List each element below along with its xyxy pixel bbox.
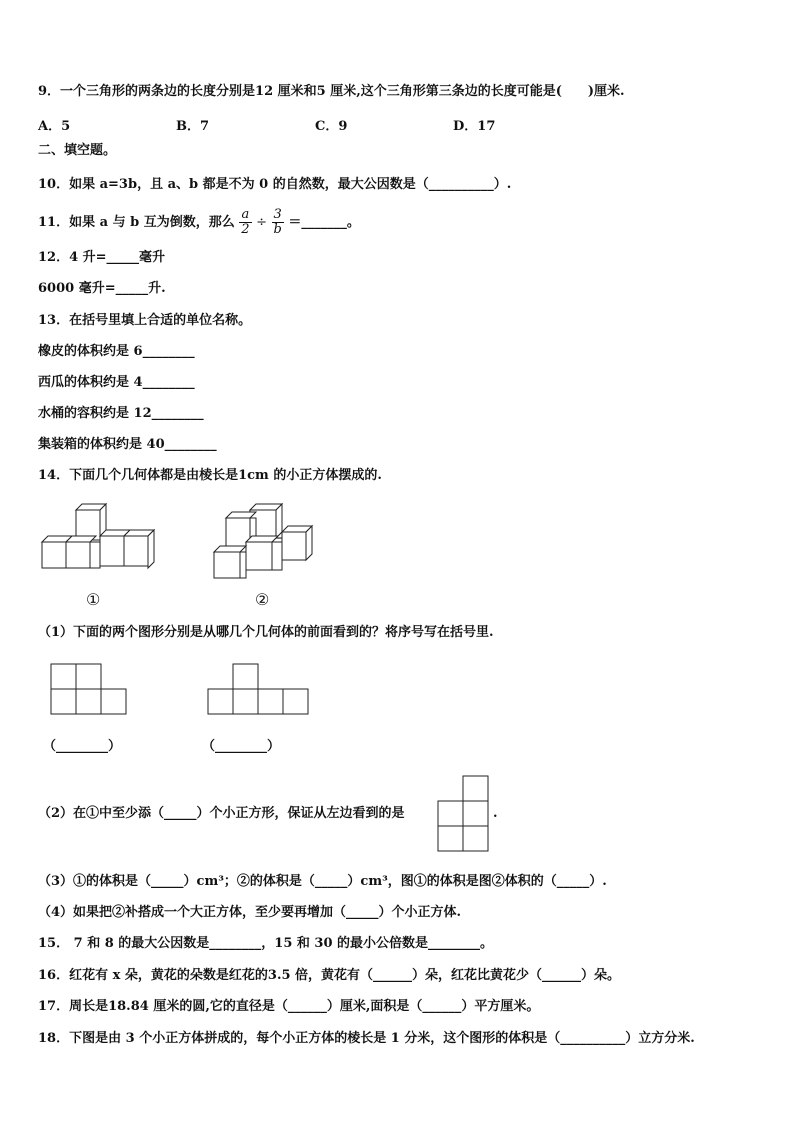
q14-view-1 xyxy=(50,663,130,715)
q14-part4: （4）如果把②补搭成一个大正方体，至少要再增加（_____）个小正方体. xyxy=(38,905,462,920)
q11-frac2-num: 3 xyxy=(272,208,284,223)
q14-figure-2-label: ② xyxy=(255,590,270,609)
q11-frac2-den: b xyxy=(273,222,282,237)
q10-text: 10．如果 a=3b，且 a、b 都是不为 0 的自然数，最大公因数是（__________）. xyxy=(38,177,512,192)
q12-line2: 6000 毫升=_____升. xyxy=(38,281,166,296)
q9-option-a: A．5 xyxy=(38,119,71,134)
q14-blank-2[interactable]: （________） xyxy=(202,739,281,754)
q9-option-d: D．17 xyxy=(453,119,496,134)
q14-part3: （3）①的体积是（_____）cm³；②的体积是（_____）cm³，图①的体积是图②体积的（_____）. xyxy=(38,874,607,889)
section-heading: 二、填空题。 xyxy=(38,143,117,158)
q13-item-1: 橡皮的体积约是 6________ xyxy=(38,344,195,359)
q14-part2-prefix: （2）在①中至少添（_____）个小正方形，保证从左边看到的是 xyxy=(38,806,405,821)
q11-operator: ÷ xyxy=(256,215,267,230)
q15-text: 15． 7 和 8 的最大公因数是________，15 和 30 的最小公倍数是________。 xyxy=(38,936,494,951)
q11-prefix: 11．如果 a 与 b 互为倒数，那么 xyxy=(38,215,235,230)
q11-frac1-num: a xyxy=(239,208,251,223)
q14-part1: （1）下面的两个图形分别是从哪几个几何体的前面看到的？将序号写在括号里. xyxy=(38,625,494,640)
q13-item-4: 集装箱的体积约是 40________ xyxy=(38,437,217,452)
q11-frac1-den: 2 xyxy=(241,222,250,237)
q14-part2-suffix: . xyxy=(493,806,498,821)
q13-title: 13．在括号里填上合适的单位名称。 xyxy=(38,313,252,328)
q14-figure-1-label: ① xyxy=(86,590,101,609)
q9-text: 9．一个三角形的两条边的长度分别是12 厘米和5 厘米,这个三角形第三条边的长度可能是( )厘米. xyxy=(38,84,625,99)
q16-text: 16．红花有 x 朵，黄花的朵数是红花的3.5 倍，黄花有（______）朵，红花比黄花少（______）朵。 xyxy=(38,968,621,983)
q11-suffix: ＝_______。 xyxy=(288,215,360,230)
q14-part2 xyxy=(38,805,405,823)
q11-line xyxy=(38,205,360,241)
q11-fraction-2 xyxy=(272,208,284,237)
q13-item-2: 西瓜的体积约是 4________ xyxy=(38,375,195,390)
q14-figure-1 xyxy=(40,502,165,572)
q13-item-3: 水桶的容积约是 12________ xyxy=(38,406,204,421)
q14-left-view xyxy=(437,775,491,853)
q14-blank-1[interactable]: （________） xyxy=(43,739,122,754)
q18-text: 18．下图是由 3 个小正方体拼成的，每个小正方体的棱长是 1 分米，这个图形的体积是（__________）立方分米. xyxy=(38,1031,695,1046)
q17-text: 17．周长是18.84 厘米的圆,它的直径是（______）厘米,面积是（______）平方厘米。 xyxy=(38,999,540,1014)
q14-figure-2 xyxy=(212,502,322,580)
q14-view-2 xyxy=(207,663,313,715)
q9-option-b: B．7 xyxy=(176,119,210,134)
q12-line1: 12．4 升=_____毫升 xyxy=(38,250,166,265)
q9-option-c: C．9 xyxy=(315,119,348,134)
q14-title: 14．下面几个几何体都是由棱长是1cm 的小正方体摆成的. xyxy=(38,468,382,483)
q11-fraction-1 xyxy=(239,208,251,237)
